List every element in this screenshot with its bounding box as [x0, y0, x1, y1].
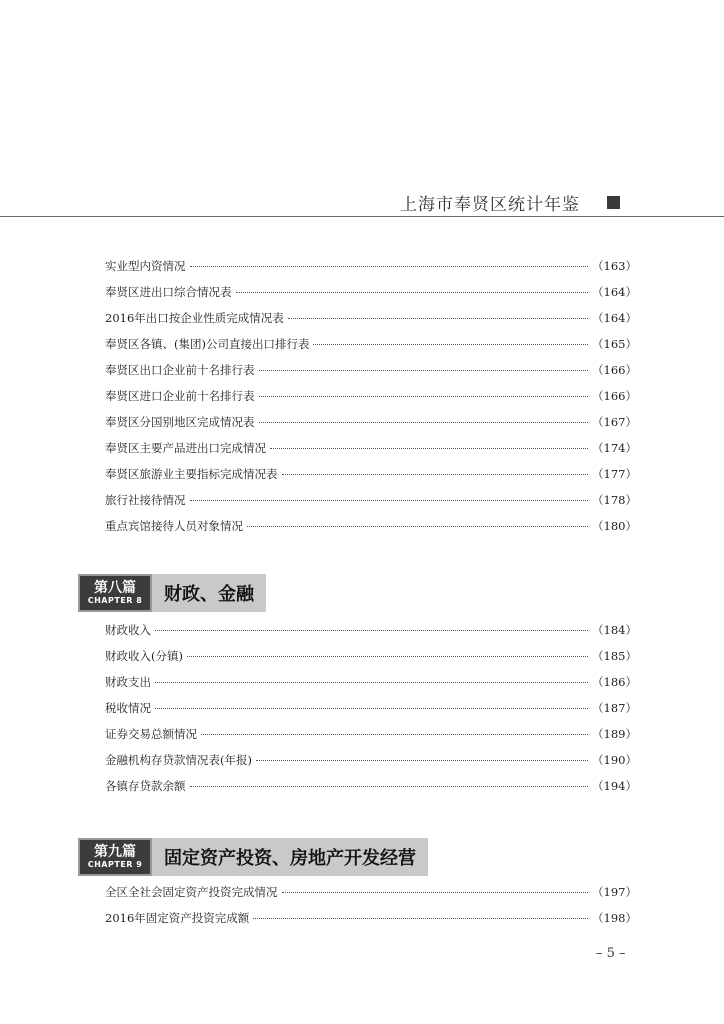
chapter-badge	[78, 838, 152, 876]
toc-entry-page: （198）	[592, 911, 637, 925]
toc-entry-page: （187）	[592, 701, 637, 715]
dot-leader	[190, 266, 589, 267]
toc-entry-label: 2016年固定资产投资完成额	[105, 911, 250, 925]
dot-leader	[259, 422, 589, 423]
toc-entry-page: （178）	[592, 493, 637, 507]
toc-entry-label: 奉贤区进出口综合情况表	[105, 285, 232, 299]
toc-entry-page: （197）	[592, 885, 637, 899]
toc-entry-page: （166）	[592, 363, 637, 377]
toc-entry-page: （190）	[592, 753, 637, 767]
toc-entry[interactable]	[105, 778, 637, 804]
book-title: 上海市奉贤区统计年鉴	[400, 195, 580, 215]
dot-leader	[253, 918, 588, 919]
toc-entry[interactable]	[105, 752, 637, 778]
toc-entry-page: （194）	[592, 779, 637, 793]
dot-leader	[282, 892, 589, 893]
toc-entry-label: 奉贤区旅游业主要指标完成情况表	[105, 467, 278, 481]
toc-entry-label: 财政收入(分镇)	[105, 649, 183, 663]
chapter-title: 固定资产投资、房地产开发经营	[152, 838, 428, 876]
toc-entry[interactable]	[105, 622, 637, 648]
toc-entry-page: （186）	[592, 675, 637, 689]
toc-entry[interactable]	[105, 466, 637, 492]
toc-entry-label: 奉贤区进口企业前十名排行表	[105, 389, 255, 403]
toc-entry[interactable]	[105, 310, 637, 336]
toc-entry[interactable]	[105, 284, 637, 310]
toc-entry-page: （174）	[592, 441, 637, 455]
toc-entry-label: 税收情况	[105, 701, 151, 715]
toc-entry-page: （180）	[592, 519, 637, 533]
dot-leader	[190, 786, 589, 787]
dot-leader	[313, 344, 588, 345]
toc-entry-label: 财政收入	[105, 623, 151, 637]
chapter-9-heading	[78, 838, 428, 876]
toc-entry-label: 2016年出口按企业性质完成情况表	[105, 311, 284, 325]
dot-leader	[155, 630, 588, 631]
toc-entry[interactable]	[105, 336, 637, 362]
dot-leader	[201, 734, 588, 735]
dot-leader	[259, 370, 589, 371]
toc-entry-page: （184）	[592, 623, 637, 637]
toc-entry-label: 财政支出	[105, 675, 151, 689]
toc-entry-label: 奉贤区出口企业前十名排行表	[105, 363, 255, 377]
chapter-title: 财政、金融	[152, 574, 266, 612]
toc-entry-label: 奉贤区各镇、(集团)公司直接出口排行表	[105, 337, 310, 351]
dot-leader	[190, 500, 589, 501]
toc-entry[interactable]	[105, 518, 637, 544]
chapter-badge	[78, 574, 152, 612]
dot-leader	[259, 396, 589, 397]
toc-entry-page: （189）	[592, 727, 637, 741]
toc-entry-label: 全区全社会固定资产投资完成情况	[105, 885, 278, 899]
toc-entry[interactable]	[105, 388, 637, 414]
toc-entry[interactable]	[105, 726, 637, 752]
toc-entry-label: 各镇存贷款余额	[105, 779, 186, 793]
dot-leader	[282, 474, 589, 475]
toc-entry-page: （163）	[592, 259, 637, 273]
chapter-number: 第九篇	[94, 844, 136, 860]
toc-entry[interactable]	[105, 362, 637, 388]
toc-entry-page: （164）	[592, 311, 637, 325]
chapter-english: CHAPTER 9	[87, 860, 143, 869]
chapter-number: 第八篇	[94, 580, 136, 596]
dot-leader	[155, 682, 588, 683]
toc-entry-label: 金融机构存贷款情况表(年报)	[105, 753, 252, 767]
toc-entry-label: 重点宾馆接待人员对象情况	[105, 519, 243, 533]
toc-entry-page: （165）	[592, 337, 637, 351]
page-number: – 5 –	[596, 946, 626, 961]
toc-entry-label: 实业型内资情况	[105, 259, 186, 273]
toc-section-chapter-8	[105, 622, 637, 804]
dot-leader	[270, 448, 588, 449]
toc-entry[interactable]	[105, 700, 637, 726]
toc-entry-label: 奉贤区主要产品进出口完成情况	[105, 441, 266, 455]
toc-entry-label: 旅行社接待情况	[105, 493, 186, 507]
toc-entry-page: （185）	[592, 649, 637, 663]
toc-section-chapter-7	[105, 258, 637, 544]
dot-leader	[256, 760, 588, 761]
dot-leader	[187, 656, 588, 657]
toc-entry-page: （177）	[592, 467, 637, 481]
toc-entry-label: 证券交易总额情况	[105, 727, 197, 741]
toc-entry[interactable]	[105, 910, 637, 936]
chapter-8-heading	[78, 574, 266, 612]
toc-entry-page: （164）	[592, 285, 637, 299]
toc-entry[interactable]	[105, 492, 637, 518]
toc-entry-page: （166）	[592, 389, 637, 403]
header-square-icon	[607, 196, 620, 209]
dot-leader	[247, 526, 588, 527]
toc-entry-page: （167）	[592, 415, 637, 429]
toc-entry[interactable]	[105, 884, 637, 910]
toc-entry[interactable]	[105, 674, 637, 700]
toc-entry[interactable]	[105, 440, 637, 466]
toc-entry[interactable]	[105, 648, 637, 674]
dot-leader	[236, 292, 589, 293]
chapter-english: CHAPTER 8	[87, 596, 143, 605]
dot-leader	[155, 708, 588, 709]
dot-leader	[288, 318, 588, 319]
toc-section-chapter-9	[105, 884, 637, 936]
toc-entry-label: 奉贤区分国别地区完成情况表	[105, 415, 255, 429]
toc-entry[interactable]	[105, 414, 637, 440]
header-divider	[0, 216, 724, 217]
toc-entry[interactable]	[105, 258, 637, 284]
